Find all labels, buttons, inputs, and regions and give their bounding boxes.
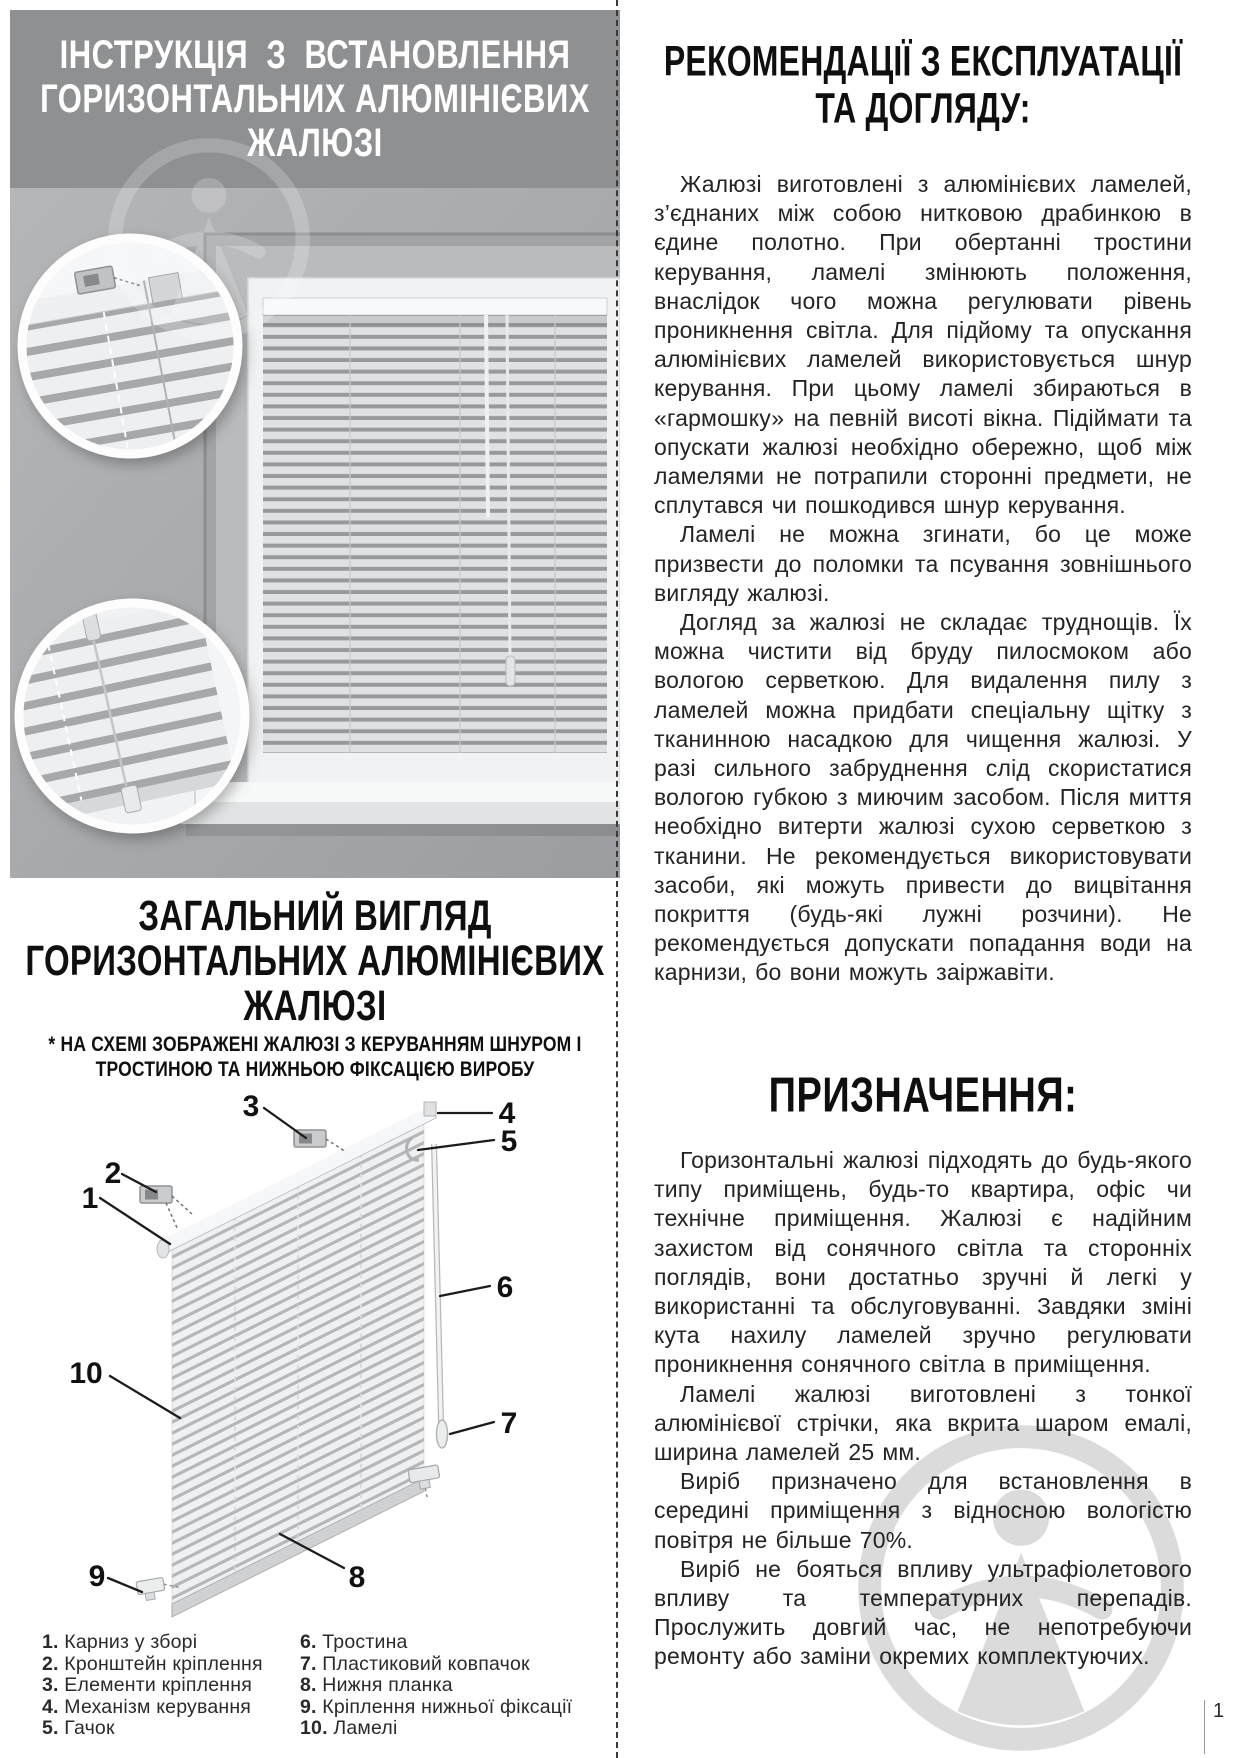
paragraph: Горизонтальні жалюзі підходять до будь-якого типу приміщень, будь-то квартира, офіс чи технічне приміщення. Жалюзі є надійним захистом від сонячного світла та сторонніх поглядів, вони достатньо зручні й легкі у використанні та обслуговуванні. Завдяки зміні кута нахилу ламелей зручно регулювати проникнення сонячного світла в приміщення. bbox=[654, 1147, 1192, 1378]
diagram-note bbox=[10, 1032, 620, 1082]
legend-item-number: 9. bbox=[300, 1695, 317, 1718]
legend-item bbox=[42, 1675, 300, 1697]
photo-blinds bbox=[263, 315, 607, 753]
column-divider-dashed-line bbox=[616, 0, 618, 1758]
legend-item-number: 7. bbox=[300, 1652, 317, 1675]
recommendations-heading bbox=[652, 38, 1194, 132]
callout-number-9: 9 bbox=[88, 1560, 106, 1593]
legend-item bbox=[300, 1632, 620, 1654]
legend-item bbox=[42, 1718, 300, 1740]
diagram-top-bracket bbox=[294, 1130, 346, 1152]
paragraph: Виріб не бояться впливу ультрафіолетового впливу та температурних перепадів. Прослужить довгий час, не непотребуючи ремонту або заміни окремих комплектуючих. bbox=[654, 1555, 1192, 1670]
recommendations-body bbox=[654, 170, 1192, 988]
note-line: ТРОСТИНОЮ ТА НИЖНЬОЮ ФІКСАЦІЄЮ ВИРОБУ bbox=[95, 1056, 535, 1081]
legend-item-number: 3. bbox=[42, 1674, 59, 1697]
legend-item-number: 6. bbox=[300, 1631, 317, 1653]
heading-line: ПРИЗНАЧЕННЯ: bbox=[768, 1068, 1078, 1124]
legend-column-2 bbox=[300, 1632, 620, 1740]
legend-item-label: Нижня планка bbox=[316, 1674, 453, 1697]
general-view-heading bbox=[10, 893, 620, 1028]
heading-line: РЕКОМЕНДАЦІЇ З ЕКСПЛУАТАЦІЇ bbox=[663, 36, 1183, 85]
blinds-parts-diagram bbox=[10, 1088, 620, 1633]
legend-item bbox=[300, 1675, 620, 1697]
legend-column-1 bbox=[42, 1632, 300, 1740]
heading-line: ЖАЛЮЗІ bbox=[243, 981, 387, 1030]
paragraph: Жалюзі виготовлені з алюмінієвих ламелей, з’єднаних між собою нитковою драбинкою в єдине полотно. При обертанні тростини керування, ламелі змінюють положення, внаслідок чого можна регулювати рівень проникнення світла. Для підйому та опускання алюмінієвих ламелей використовується шнур керування. При цьому ламелі збираються в «гармошку» на певній висоті вікна. Підіймати та опускати жалюзі необхідно обережно, щоб між ламелями не потрапили сторонні предмети, не сплутався чи пошкодився шнур керування. bbox=[654, 171, 1192, 519]
callout-number-2: 2 bbox=[104, 1157, 122, 1190]
legend-item-label: Карниз у зборі bbox=[58, 1631, 198, 1653]
title-line: ЖАЛЮЗІ bbox=[247, 119, 383, 166]
legend-item-number: 2. bbox=[42, 1652, 59, 1675]
page-number-value: 1 bbox=[1213, 1700, 1225, 1722]
legend-item-label: Тростина bbox=[316, 1631, 408, 1653]
heading-line: ТА ДОГЛЯДУ: bbox=[815, 83, 1031, 132]
legend-item bbox=[42, 1697, 300, 1719]
legend-item-label: Пластиковий ковпачок bbox=[316, 1652, 530, 1675]
legend-item bbox=[300, 1654, 620, 1676]
heading-line: ЗАГАЛЬНИЙ ВИГЛЯД bbox=[138, 891, 492, 940]
legend-item-number: 1. bbox=[42, 1631, 59, 1653]
diagram-control-mechanism bbox=[424, 1102, 436, 1116]
callout-number-4: 4 bbox=[498, 1097, 516, 1130]
callout-number-7: 7 bbox=[500, 1407, 518, 1440]
heading-line: ГОРИЗОНТАЛЬНИХ АЛЮМІНІЄВИХ bbox=[25, 936, 605, 985]
legend-item-number: 4. bbox=[42, 1695, 59, 1718]
legend-item-label: Елементи кріплення bbox=[58, 1674, 252, 1697]
paragraph: Ламелі жалюзі виготовлені з тонкої алюмінієвої стрічки, яка вкрита шаром емалі, ширина ламелей 25 мм. bbox=[654, 1380, 1192, 1466]
photo-cord-tassel bbox=[506, 656, 515, 686]
callout-number-8: 8 bbox=[348, 1561, 366, 1594]
title-line: ГОРИЗОНТАЛЬНИХ АЛЮМІНІЄВИХ bbox=[40, 75, 590, 122]
legend-item-label: Кронштейн кріплення bbox=[58, 1652, 263, 1675]
title-line: ІНСТРУКЦІЯ З ВСТАНОВЛЕННЯ bbox=[59, 31, 571, 78]
legend-item bbox=[300, 1718, 620, 1740]
purpose-body bbox=[654, 1146, 1192, 1672]
callout-number-1: 1 bbox=[81, 1182, 99, 1215]
diagram-left-bracket bbox=[140, 1186, 192, 1230]
purpose-heading bbox=[652, 1070, 1194, 1122]
legend-item bbox=[42, 1654, 300, 1676]
legend-item-number: 8. bbox=[300, 1674, 317, 1697]
legend-item-label: Механізм керування bbox=[58, 1695, 252, 1718]
paragraph: Ламелі не можна згинати, бо це може призвести до поломки та псування зовнішнього вигляду жалюзі. bbox=[654, 521, 1192, 606]
parts-legend bbox=[42, 1632, 620, 1740]
legend-item bbox=[300, 1697, 620, 1719]
legend-item-number: 10. bbox=[300, 1717, 328, 1740]
legend-item bbox=[42, 1632, 300, 1654]
page-number bbox=[1204, 1700, 1224, 1754]
callout-number-10: 10 bbox=[69, 1357, 103, 1390]
paragraph: Виріб призначено для встановлення в середині приміщення з відносною вологістю повітря не більше 70%. bbox=[654, 1468, 1192, 1553]
windowsill bbox=[170, 782, 620, 836]
epicentr-logo-watermark-icon bbox=[100, 130, 318, 348]
callout-number-5: 5 bbox=[500, 1125, 518, 1158]
paragraph: Догляд за жалюзі не складає труднощів. Їх можна чистити від бруду пилосмоком або вологою серветкою. Для видалення пилу з ламелей можна придбати спеціальну щітку з тканинною насадкою для чищення жалюзі. У разі сильного забруднення слід скористатися вологою губкою з миючим засобом. Після миття необхідно витерти жалюзі сухою серветкою з тканини. Не рекомендується використовувати засоби, які можуть привести до вицвітання покриття (будь-які лужні розчини). Не рекомендується допускати попадання води на карнизи, бо вони можуть заіржавіти. bbox=[654, 609, 1192, 986]
legend-item-number: 5. bbox=[42, 1717, 59, 1740]
note-line: * НА СХЕМІ ЗОБРАЖЕНІ ЖАЛЮЗІ З КЕРУВАННЯМ ШНУРОМ І bbox=[48, 1031, 582, 1056]
callout-number-3: 3 bbox=[242, 1090, 260, 1123]
diagram-wand-cap bbox=[437, 1420, 448, 1448]
legend-item-label: Кріплення нижньої фіксації bbox=[316, 1695, 573, 1718]
blinds-parts-diagram-svg bbox=[10, 1088, 620, 1633]
callout-number-6: 6 bbox=[496, 1271, 514, 1304]
legend-item-label: Гачок bbox=[58, 1717, 115, 1740]
legend-item-label: Ламелі bbox=[327, 1717, 398, 1740]
photo-wand bbox=[486, 315, 488, 518]
